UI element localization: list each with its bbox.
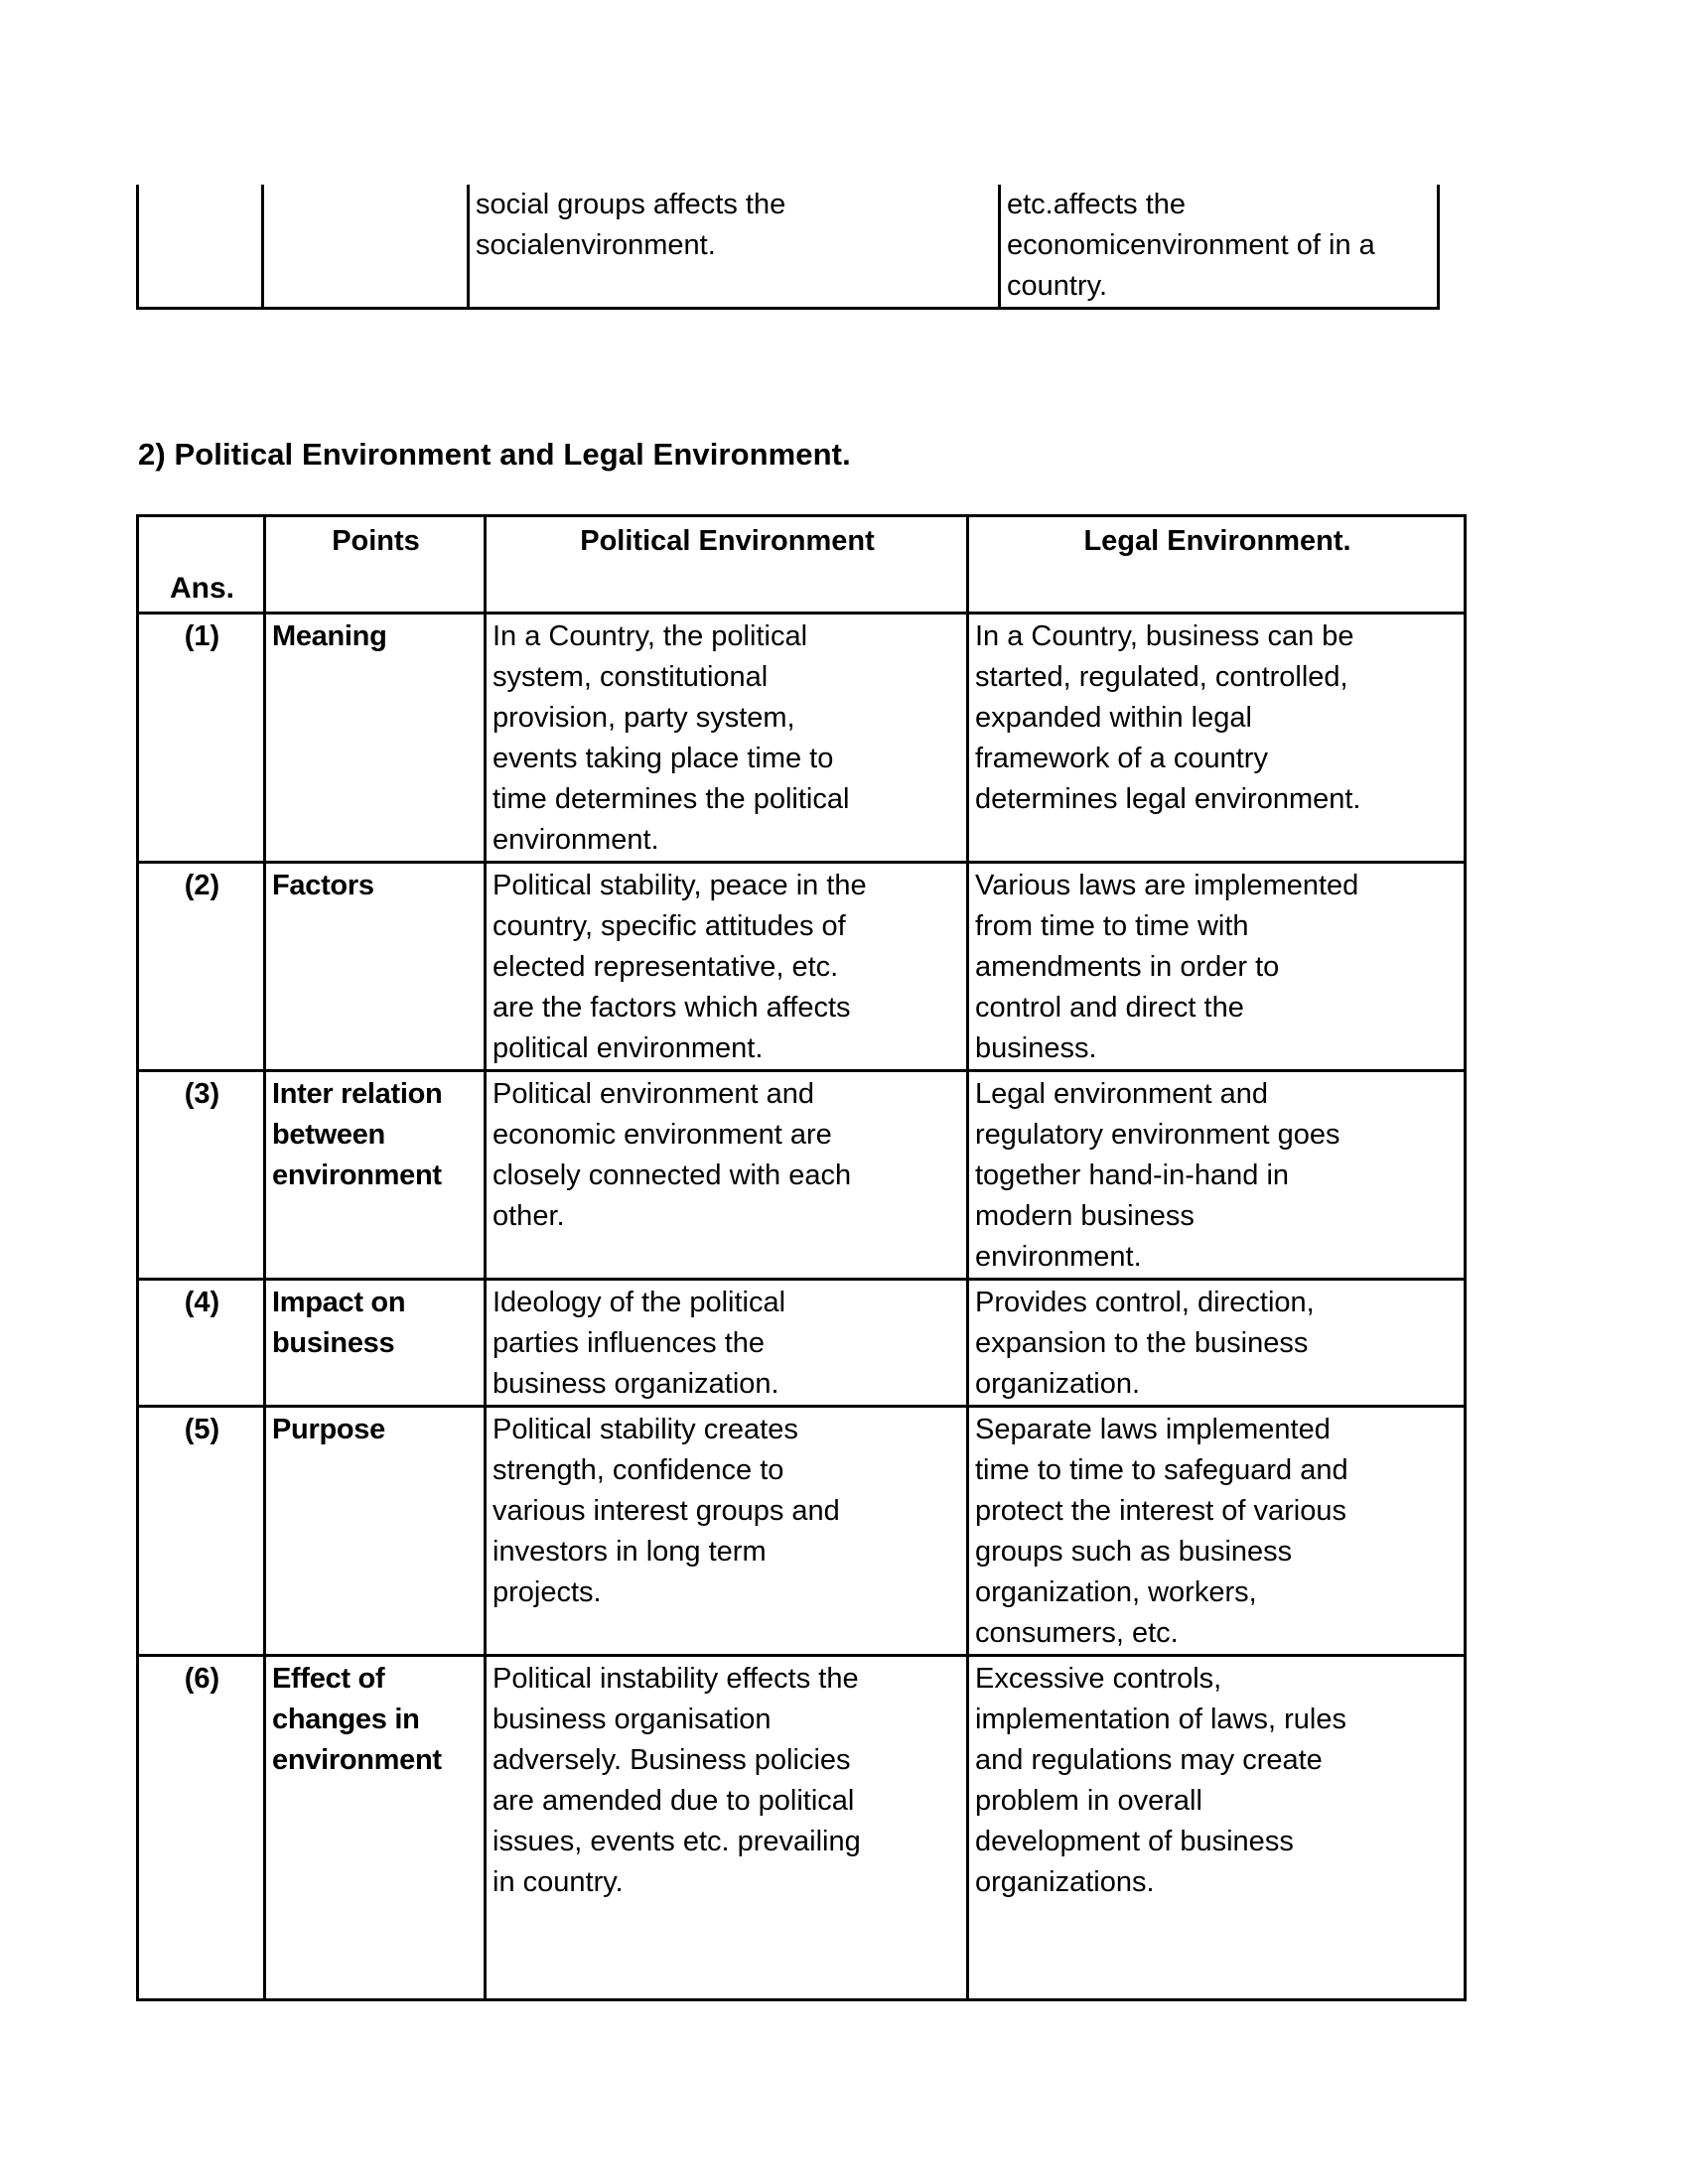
text-line: from time to time with [975,910,1249,942]
text-line: amendments in order to [975,951,1280,983]
row-legal-environment [968,1656,1466,2000]
text-line: Various laws are implemented [975,870,1359,901]
text-line: various interest groups and [492,1495,840,1527]
text-line: Provides control, direction, [975,1287,1315,1318]
row-point-label [265,1280,486,1407]
table-row [138,1656,1466,2000]
text-line: framework of a country [975,743,1268,774]
row-legal-environment [968,1407,1466,1656]
text-line: issues, events etc. prevailing [492,1826,861,1857]
text-line: system, constitutional [492,661,769,693]
text-line: political environment. [492,1032,764,1064]
text-line: expanded within legal [975,702,1252,734]
text-line: regulatory environment goes [975,1119,1340,1151]
text-line: closely connected with each [492,1160,852,1191]
row-political-environment [486,1407,968,1656]
text-line: are the factors which affects [492,992,851,1024]
text-line: Inter relation [272,1078,443,1110]
text-line: development of business [975,1826,1294,1857]
text-line: Political instability effects the [492,1663,859,1695]
column-header-points: Points [265,516,486,614]
comparison-table [136,514,1467,2001]
row-legal-environment [968,614,1466,863]
text-line: elected representative, etc. [492,951,839,983]
text-line: time to time to safeguard and [975,1454,1348,1486]
text-line: organization. [975,1368,1141,1400]
text-line: started, regulated, controlled, [975,661,1348,693]
row-political-environment [486,1071,968,1280]
text-line: organization, workers, [975,1576,1257,1608]
text-line: business organisation [492,1704,772,1735]
continued-row-number [138,185,263,309]
text-line: business organization. [492,1368,779,1400]
text-line: groups such as business [975,1536,1293,1568]
row-legal-environment [968,863,1466,1071]
text-line: projects. [492,1576,602,1608]
text-line: environment. [975,1241,1142,1273]
answer-label: Ans. [138,516,265,614]
text-line: business [272,1327,395,1359]
text-line: strength, confidence to [492,1454,784,1486]
column-header-legal-environment: Legal Environment. [968,516,1466,614]
text-line: environment [272,1744,442,1776]
row-political-environment [486,863,968,1071]
table-row [138,185,1439,309]
continued-comparison-table [136,185,1440,310]
row-point-label [265,1071,486,1280]
table-row [138,1407,1466,1656]
table-row [138,1071,1466,1280]
text-line: affects the economic [1007,189,1187,261]
text-line: Meaning [272,620,387,652]
text-line: Legal environment and [975,1078,1269,1110]
text-line: business. [975,1032,1097,1064]
row-point-label [265,1656,486,2000]
text-line: determines legal environment. [975,783,1361,815]
text-line: organizations. [975,1866,1155,1898]
table-header-row [138,516,1466,614]
text-line: investors in long term [492,1536,767,1568]
text-line: events taking place time to [492,743,834,774]
row-number: (4) [138,1280,265,1407]
text-line: Political stability, peace in the [492,870,867,901]
continued-row-legal [1000,185,1439,309]
table-row [138,863,1466,1071]
text-line: changes in [272,1704,420,1735]
row-number: (6) [138,1656,265,2000]
text-line: Ideology of the political [492,1287,786,1318]
row-political-environment [486,1656,968,2000]
text-line: Purpose [272,1414,385,1445]
row-point-label [265,1407,486,1656]
row-number: (5) [138,1407,265,1656]
text-line: are amended due to political [492,1785,855,1817]
column-header-political-environment: Political Environment [486,516,968,614]
text-line: country, specific attitudes of [492,910,846,942]
text-line: In a Country, the political [492,620,808,652]
text-line: Separate laws implemented [975,1414,1331,1445]
row-number: (1) [138,614,265,863]
text-line: together hand-in-hand in [975,1160,1290,1191]
continued-row-political [469,185,1000,309]
text-line: Effect of [272,1663,385,1695]
row-number: (2) [138,863,265,1071]
text-line: Political stability creates [492,1414,798,1445]
continued-table-body [138,185,1439,309]
text-line: time determines the political [492,783,850,815]
text-line: and regulations may create [975,1744,1323,1776]
row-legal-environment [968,1280,1466,1407]
text-line: parties influences the [492,1327,766,1359]
text-line: between [272,1119,385,1151]
text-line: other. [492,1200,565,1232]
text-line: economic environment are [492,1119,832,1151]
comparison-table-body [138,516,1466,2000]
text-line: social groups affects the social [476,189,786,261]
text-line: Factors [272,870,374,901]
text-line: in country. [492,1866,624,1898]
text-line: Impact on [272,1287,406,1318]
text-line: protect the interest of various [975,1495,1346,1527]
text-line: Excessive controls, [975,1663,1222,1695]
text-line: etc. [1007,189,1054,220]
row-political-environment [486,1280,968,1407]
text-line: expansion to the business [975,1327,1309,1359]
text-line: consumers, etc. [975,1617,1179,1649]
text-line: environment. [492,824,659,856]
text-line: adversely. Business policies [492,1744,851,1776]
row-political-environment [486,614,968,863]
row-number: (3) [138,1071,265,1280]
text-line: environment [272,1160,442,1191]
text-line: In a Country, business can be [975,620,1354,652]
row-point-label [265,863,486,1071]
text-line: modern business [975,1200,1195,1232]
page-title: 2) Political Environment and Legal Environment. [138,437,851,472]
text-line: problem in overall [975,1785,1202,1817]
text-line: environment. [549,229,716,261]
table-row [138,1280,1466,1407]
text-line: control and direct the [975,992,1244,1024]
text-line: implementation of laws, rules [975,1704,1346,1735]
text-line: provision, party system, [492,702,795,734]
table-row [138,614,1466,863]
text-line: Political environment and [492,1078,815,1110]
continued-row-point [263,185,469,309]
row-point-label [265,614,486,863]
text-line: environment of in a country. [1007,229,1375,302]
row-legal-environment [968,1071,1466,1280]
